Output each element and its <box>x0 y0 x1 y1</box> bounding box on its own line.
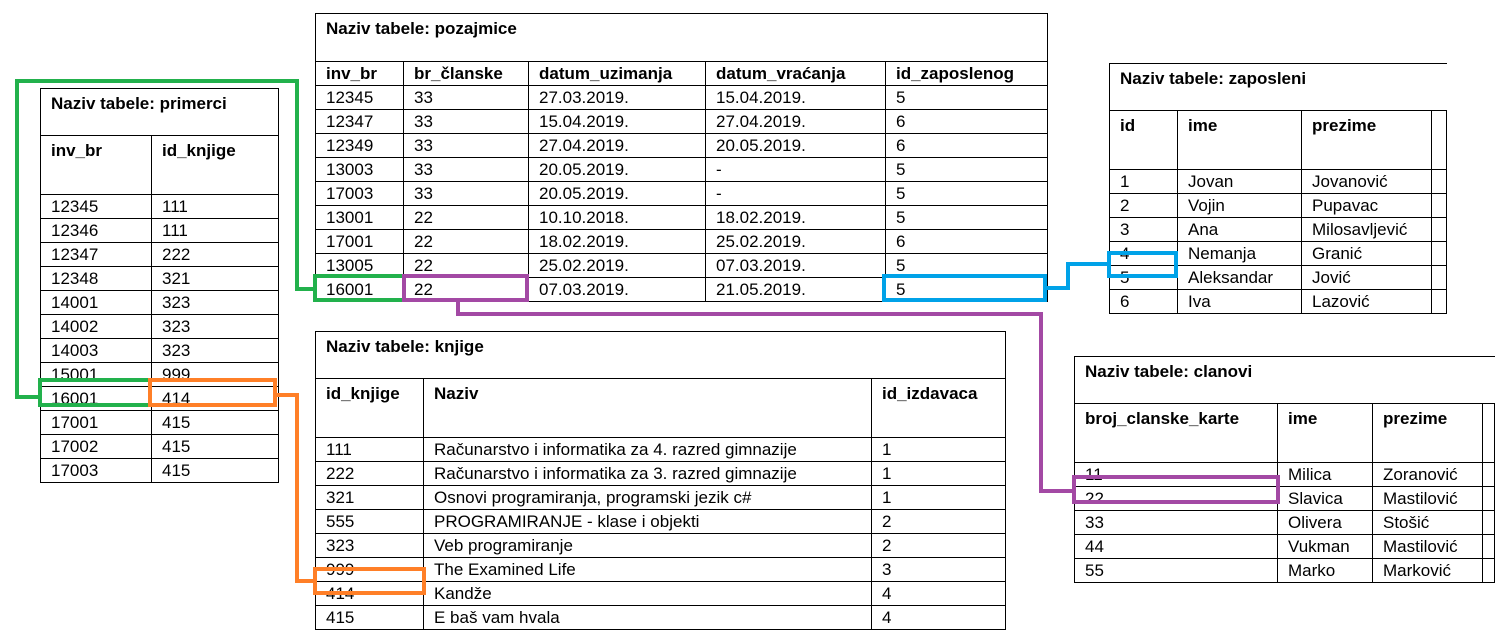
cut-column <box>1432 194 1447 218</box>
cell: 12345 <box>316 86 404 110</box>
cell: Granić <box>1302 242 1432 266</box>
cut-column <box>1483 463 1495 487</box>
cut-column <box>1432 111 1447 170</box>
cell: 20.05.2019. <box>529 158 706 182</box>
cell: 16001 <box>316 278 404 302</box>
column-header: prezime <box>1373 404 1483 463</box>
cut-column <box>1483 511 1495 535</box>
column-header: br_članske <box>404 62 529 86</box>
cell: 999 <box>152 363 279 387</box>
table-row <box>316 606 1006 630</box>
cell: 22 <box>1075 487 1278 511</box>
cell: 2 <box>1110 194 1178 218</box>
cut-column <box>1483 559 1495 583</box>
cell: 33 <box>404 158 529 182</box>
cell: 2 <box>872 534 1006 558</box>
table-row <box>41 195 279 219</box>
cell: 111 <box>152 195 279 219</box>
cell: Marko <box>1278 559 1373 583</box>
cell: 222 <box>152 243 279 267</box>
column-header: ime <box>1178 111 1302 170</box>
cell: 14003 <box>41 339 152 363</box>
table-row <box>41 291 279 315</box>
cell: 17003 <box>316 182 404 206</box>
table-row <box>316 582 1006 606</box>
cell: Računarstvo i informatika za 4. razred gimnazije <box>424 438 872 462</box>
table-row <box>316 534 1006 558</box>
cell: 6 <box>886 110 1048 134</box>
cell: - <box>706 158 886 182</box>
table-title: Naziv tabele: primerci <box>41 89 279 136</box>
cell: 17002 <box>41 435 152 459</box>
cell: 07.03.2019. <box>706 254 886 278</box>
cell: Milica <box>1278 463 1373 487</box>
cell: 5 <box>886 86 1048 110</box>
cell: 415 <box>152 435 279 459</box>
cell: Marković <box>1373 559 1483 583</box>
table-row <box>1110 242 1447 266</box>
cut-column <box>1432 242 1447 266</box>
cell: 321 <box>152 267 279 291</box>
cell: 111 <box>152 219 279 243</box>
table-title: Naziv tabele: knjige <box>316 332 1006 379</box>
cell: PROGRAMIRANJE - klase i objekti <box>424 510 872 534</box>
cell: Jović <box>1302 266 1432 290</box>
table-row <box>41 339 279 363</box>
cell: 323 <box>152 315 279 339</box>
cell: 415 <box>316 606 424 630</box>
cell: 11 <box>1075 463 1278 487</box>
cell: Olivera <box>1278 511 1373 535</box>
table-row <box>41 267 279 291</box>
cell: 18.02.2019. <box>706 206 886 230</box>
cell: 415 <box>152 459 279 483</box>
cell: 555 <box>316 510 424 534</box>
table-row <box>1075 487 1495 511</box>
table-row <box>316 110 1048 134</box>
table-row <box>41 243 279 267</box>
cell: Vojin <box>1178 194 1302 218</box>
table-row <box>41 435 279 459</box>
cell: Milosavljević <box>1302 218 1432 242</box>
table-row <box>1110 194 1447 218</box>
cell: 10.10.2018. <box>529 206 706 230</box>
table-row <box>316 486 1006 510</box>
cell: 12347 <box>41 243 152 267</box>
table-row <box>41 315 279 339</box>
cell: 323 <box>152 291 279 315</box>
cell: 21.05.2019. <box>706 278 886 302</box>
table-title: Naziv tabele: pozajmice <box>316 14 1048 62</box>
cell: 6 <box>886 134 1048 158</box>
cell: 22 <box>404 206 529 230</box>
cell: 20.05.2019. <box>529 182 706 206</box>
cell: 1 <box>872 462 1006 486</box>
cell: Slavica <box>1278 487 1373 511</box>
table-row <box>316 134 1048 158</box>
cell: Nemanja <box>1178 242 1302 266</box>
cut-column <box>1432 290 1447 314</box>
cell: 5 <box>886 254 1048 278</box>
column-header: datum_uzimanja <box>529 62 706 86</box>
cell: Kandže <box>424 582 872 606</box>
column-header: datum_vraćanja <box>706 62 886 86</box>
table-knjige <box>315 331 1006 630</box>
cell: 5 <box>886 206 1048 230</box>
table-row <box>41 459 279 483</box>
cell: 4 <box>872 606 1006 630</box>
table-row <box>41 219 279 243</box>
cell: 17001 <box>316 230 404 254</box>
column-header: Naziv <box>424 379 872 438</box>
cell: 27.04.2019. <box>706 110 886 134</box>
cell: 5 <box>886 158 1048 182</box>
cell: Ana <box>1178 218 1302 242</box>
cell: 5 <box>1110 266 1178 290</box>
cell: 999 <box>316 558 424 582</box>
cell: 2 <box>872 510 1006 534</box>
cell: Vukman <box>1278 535 1373 559</box>
cell: 25.02.2019. <box>706 230 886 254</box>
cut-column <box>1432 170 1447 194</box>
cell: 1 <box>1110 170 1178 194</box>
cell: Mastilović <box>1373 535 1483 559</box>
cut-column <box>1432 266 1447 290</box>
cut-column <box>1483 487 1495 511</box>
cell: 414 <box>316 582 424 606</box>
cell: 222 <box>316 462 424 486</box>
cell: 17001 <box>41 411 152 435</box>
cell: 323 <box>316 534 424 558</box>
table-row <box>1110 170 1447 194</box>
cell: 14002 <box>41 315 152 339</box>
table-primerci <box>40 88 279 483</box>
cell: 4 <box>872 582 1006 606</box>
column-header: id_izdavaca <box>872 379 1006 438</box>
cell: 12345 <box>41 195 152 219</box>
table-row <box>316 86 1048 110</box>
table-row <box>316 558 1006 582</box>
cell: Osnovi programiranja, programski jezik c# <box>424 486 872 510</box>
cell: 12349 <box>316 134 404 158</box>
cell: 15.04.2019. <box>706 86 886 110</box>
cell: 22 <box>404 278 529 302</box>
cell: 33 <box>1075 511 1278 535</box>
cell: 18.02.2019. <box>529 230 706 254</box>
cell: 17003 <box>41 459 152 483</box>
cell: 25.02.2019. <box>529 254 706 278</box>
table-row <box>41 411 279 435</box>
cut-column <box>1483 535 1495 559</box>
column-header: id_knjige <box>152 136 279 195</box>
table-row <box>1075 511 1495 535</box>
table-row <box>316 230 1048 254</box>
column-header: ime <box>1278 404 1373 463</box>
cell: 321 <box>316 486 424 510</box>
cell: 33 <box>404 182 529 206</box>
cell: Aleksandar <box>1178 266 1302 290</box>
cell: Mastilović <box>1373 487 1483 511</box>
cell: 5 <box>886 182 1048 206</box>
table-title: Naziv tabele: zaposleni <box>1110 64 1447 111</box>
column-header: id_knjige <box>316 379 424 438</box>
cell: 13001 <box>316 206 404 230</box>
cell: Veb programiranje <box>424 534 872 558</box>
table-row <box>316 510 1006 534</box>
cell: 15001 <box>41 363 152 387</box>
cell: 414 <box>152 387 279 411</box>
table-row <box>316 254 1048 278</box>
table-row <box>1075 559 1495 583</box>
column-header: inv_br <box>316 62 404 86</box>
cell: Stošić <box>1373 511 1483 535</box>
table-row <box>41 387 279 411</box>
table-title: Naziv tabele: clanovi <box>1075 357 1495 404</box>
table-clanovi <box>1074 356 1495 583</box>
cell: Zoranović <box>1373 463 1483 487</box>
cell: 415 <box>152 411 279 435</box>
cell: 55 <box>1075 559 1278 583</box>
column-header: broj_clanske_karte <box>1075 404 1278 463</box>
cell: Računarstvo i informatika za 3. razred gimnazije <box>424 462 872 486</box>
cell: 13005 <box>316 254 404 278</box>
cell: 33 <box>404 110 529 134</box>
table-row <box>1110 290 1447 314</box>
cell: 27.04.2019. <box>529 134 706 158</box>
cell: 6 <box>886 230 1048 254</box>
cell: 12346 <box>41 219 152 243</box>
table-row <box>1075 463 1495 487</box>
table-row <box>316 206 1048 230</box>
column-header: id_zaposlenog <box>886 62 1048 86</box>
cut-column <box>1432 218 1447 242</box>
column-header: prezime <box>1302 111 1432 170</box>
cell: 33 <box>404 134 529 158</box>
cell: Jovan <box>1178 170 1302 194</box>
cell: 1 <box>872 486 1006 510</box>
cell: Iva <box>1178 290 1302 314</box>
cell: 13003 <box>316 158 404 182</box>
cell: 111 <box>316 438 424 462</box>
table-row <box>316 438 1006 462</box>
cell: The Examined Life <box>424 558 872 582</box>
table-row <box>1075 535 1495 559</box>
column-header: inv_br <box>41 136 152 195</box>
blue-connector-line <box>1045 264 1109 288</box>
cell: 323 <box>152 339 279 363</box>
cell: 16001 <box>41 387 152 411</box>
cell: 3 <box>1110 218 1178 242</box>
cell: 33 <box>404 86 529 110</box>
cell: - <box>706 182 886 206</box>
cell: 12347 <box>316 110 404 134</box>
table-row <box>316 182 1048 206</box>
cut-column <box>1483 404 1495 463</box>
cell: Pupavac <box>1302 194 1432 218</box>
table-row <box>316 462 1006 486</box>
table-row <box>316 278 1048 302</box>
cell: 1 <box>872 438 1006 462</box>
cell: 22 <box>404 254 529 278</box>
cell: 15.04.2019. <box>529 110 706 134</box>
cell: 3 <box>872 558 1006 582</box>
cell: 4 <box>1110 242 1178 266</box>
cell: Lazović <box>1302 290 1432 314</box>
cell: 14001 <box>41 291 152 315</box>
cell: 07.03.2019. <box>529 278 706 302</box>
cell: 22 <box>404 230 529 254</box>
table-zaposleni <box>1109 63 1447 314</box>
table-row <box>41 363 279 387</box>
cell: Jovanović <box>1302 170 1432 194</box>
cell: 20.05.2019. <box>706 134 886 158</box>
table-row <box>1110 266 1447 290</box>
cell: 5 <box>886 278 1048 302</box>
cell: 27.03.2019. <box>529 86 706 110</box>
table-row <box>1110 218 1447 242</box>
cell: 12348 <box>41 267 152 291</box>
table-row <box>316 158 1048 182</box>
table-pozajmice <box>315 13 1048 302</box>
cell: 6 <box>1110 290 1178 314</box>
column-header: id <box>1110 111 1178 170</box>
cell: 44 <box>1075 535 1278 559</box>
cell: E baš vam hvala <box>424 606 872 630</box>
orange-connector-line <box>275 395 315 581</box>
